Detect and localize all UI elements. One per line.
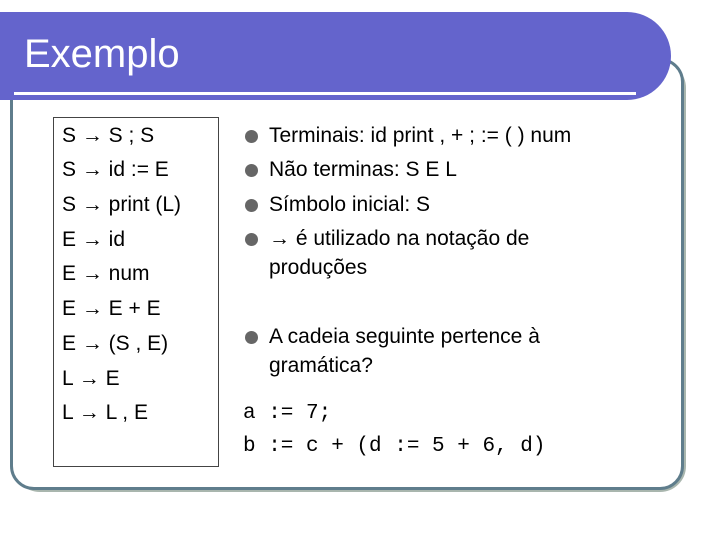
- bullet-text: → é utilizado na notação de: [269, 227, 530, 250]
- bullet-text-continuation: gramática?: [269, 354, 373, 377]
- grammar-rule: S → S ; S: [62, 124, 155, 147]
- bullet-text: Terminais: id print , + ; := ( ) num: [269, 124, 572, 147]
- title-underline: [14, 92, 636, 95]
- bullet-text: Não terminas: S E L: [269, 158, 457, 181]
- code-line: a := 7;: [243, 402, 332, 425]
- grammar-rule: L → E: [62, 367, 120, 390]
- bullet-text: A cadeia seguinte pertence à: [269, 325, 540, 348]
- code-line: b := c + (d := 5 + 6, d): [243, 435, 546, 458]
- grammar-rule: E → num: [62, 262, 150, 285]
- grammar-rule: S → id := E: [62, 158, 169, 181]
- bullet-dot-icon: [245, 233, 258, 246]
- bullet-text: Símbolo inicial: S: [269, 193, 431, 216]
- grammar-rule: E → id: [62, 228, 126, 251]
- grammar-rule: E → E + E: [62, 297, 161, 320]
- bullet-dot-icon: [245, 199, 258, 212]
- grammar-rule: E → (S , E): [62, 332, 169, 355]
- grammar-rule: L → L , E: [62, 401, 148, 424]
- bullet-text-continuation: produções: [269, 256, 368, 279]
- bullet-dot-icon: [245, 164, 258, 177]
- grammar-rule: S → print (L): [62, 193, 182, 216]
- bullet-dot-icon: [245, 130, 258, 143]
- slide-title: Exemplo: [24, 32, 180, 76]
- bullet-dot-icon: [245, 331, 258, 344]
